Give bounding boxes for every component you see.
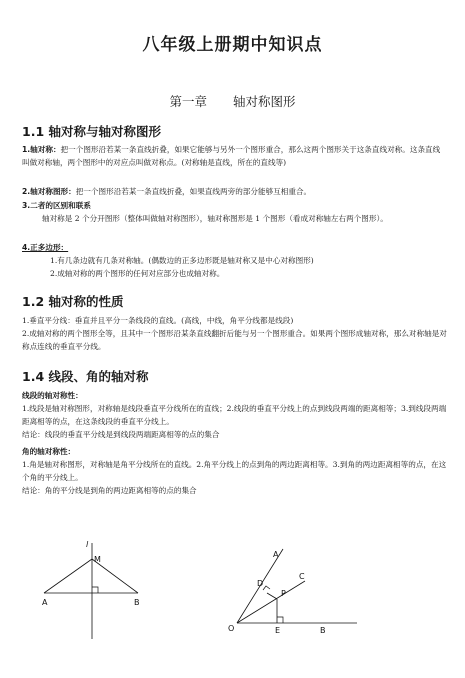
label-p: P: [281, 589, 286, 598]
section-heading-1-2: 1.2 轴对称的性质: [22, 294, 124, 309]
label-c: C: [299, 572, 305, 581]
label-d: D: [257, 579, 264, 588]
label-a: A: [42, 598, 48, 607]
angle-conclusion-text: 角的平分线是到角的两边距离相等的点的集合: [44, 486, 197, 495]
paragraph-axial-symmetry: [22, 143, 447, 169]
term-axisymmetric-figure: 2.轴对称图形：: [22, 187, 76, 196]
chapter-number: 第一章: [169, 94, 207, 109]
definition-axial-symmetry: 把一个图形沿若某一条直线折叠，如果它能够与另外一个图形重合，那么这两个图形关于这条直线对称。这条直线叫做对称轴，两个图形中的对应点叫做对称点。(对称轴是直线，所在的直线等): [22, 145, 441, 167]
segment-conclusion-label: 结论：: [22, 430, 45, 439]
right-angle-mark-d: [263, 586, 270, 590]
right-angle-mark: [92, 587, 98, 593]
angle-conclusion: [22, 484, 447, 497]
paragraph-properties: [22, 314, 447, 353]
label-e: E: [275, 626, 281, 635]
term-segment-symmetry: 线段的轴对称性：: [22, 391, 83, 400]
segment-conclusion-text: 线段的垂直平分线是到线段两端距离相等的点的集合: [44, 430, 220, 439]
label-o: O: [228, 624, 235, 633]
figure-angle-bisector: [225, 545, 365, 640]
segment-conclusion: [22, 428, 447, 441]
term-difference: 3.二者的区别和联系: [22, 201, 91, 210]
segment-pd: [267, 593, 277, 599]
label-l: l: [86, 540, 89, 549]
property-line-2: 2.成轴对称的两个图形全等，且其中一个图形沿某条直线翻折后能与另一个图形重合。如果两个图形成轴对称，那么对称轴是对称点连线的垂直平分线。: [22, 329, 447, 351]
chapter-name: 轴对称图形: [233, 94, 296, 109]
label-b2: B: [320, 626, 326, 635]
chapter-heading: [0, 92, 465, 110]
segment-mb: [92, 559, 138, 593]
angle-conclusion-label: 结论：: [22, 486, 45, 495]
segment-ma: [44, 559, 92, 593]
definition-axisymmetric-figure: 把一个图形沿若某一条直线折叠，如果直线两旁的部分能够互相重合。: [75, 187, 312, 196]
right-angle-mark-e: [277, 617, 283, 623]
segment-symmetry-text: 1.线段是轴对称图形，对称轴是线段垂直平分线所在的直线；2.线段的垂直平分线上的点到线段两端的距离相等；3.到线段两端距离相等的点，在这条线段的垂直平分线上。: [22, 404, 447, 426]
paragraph-regular-polygon: [22, 241, 447, 280]
label-a2: A: [273, 550, 279, 559]
paragraph-axisymmetric-figure: [22, 185, 447, 198]
term-axial-symmetry: 1.轴对称：: [22, 145, 61, 154]
term-regular-polygon: 4.正多边形：: [22, 243, 69, 252]
term-angle-symmetry: 角的轴对称性：: [22, 447, 76, 456]
section-heading-1-4: 1.4 线段、角的轴对称: [22, 369, 149, 384]
property-line-1: 1.垂直平分线：垂直并且平分一条线段的直线。(高线，中线，角平分线都是线段): [22, 316, 294, 325]
paragraph-segment-symmetry: [22, 389, 447, 441]
document-title: 八年级上册期中知识点: [142, 35, 323, 55]
angle-symmetry-text: 1.角是轴对称图形，对称轴是角平分线所在的直线。2.角平分线上的点到角的两边距离相等。3.到角的两边距离相等的点，在这个角的平分线上。: [22, 460, 447, 482]
section-heading-1-1: 1.1 轴对称与轴对称图形: [22, 124, 161, 139]
difference-text: 轴对称是 2 个分开图形（整体叫做轴对称图形），轴对称图形是 1 个图形（看成对称轴左右两个图形）。: [42, 214, 388, 223]
regular-polygon-item-1: 1.有几条边就有几条对称轴。(偶数边的正多边形既是轴对称又是中心对称图形): [50, 256, 314, 265]
figure-perpendicular-bisector: [30, 535, 160, 645]
label-b: B: [134, 598, 140, 607]
paragraph-difference: [22, 199, 447, 225]
regular-polygon-item-2: 2.成轴对称的两个图形的任何对应部分也成轴对称。: [50, 269, 225, 278]
label-m: M: [94, 555, 101, 564]
ray-oc: [237, 581, 305, 623]
paragraph-angle-symmetry: [22, 445, 447, 497]
